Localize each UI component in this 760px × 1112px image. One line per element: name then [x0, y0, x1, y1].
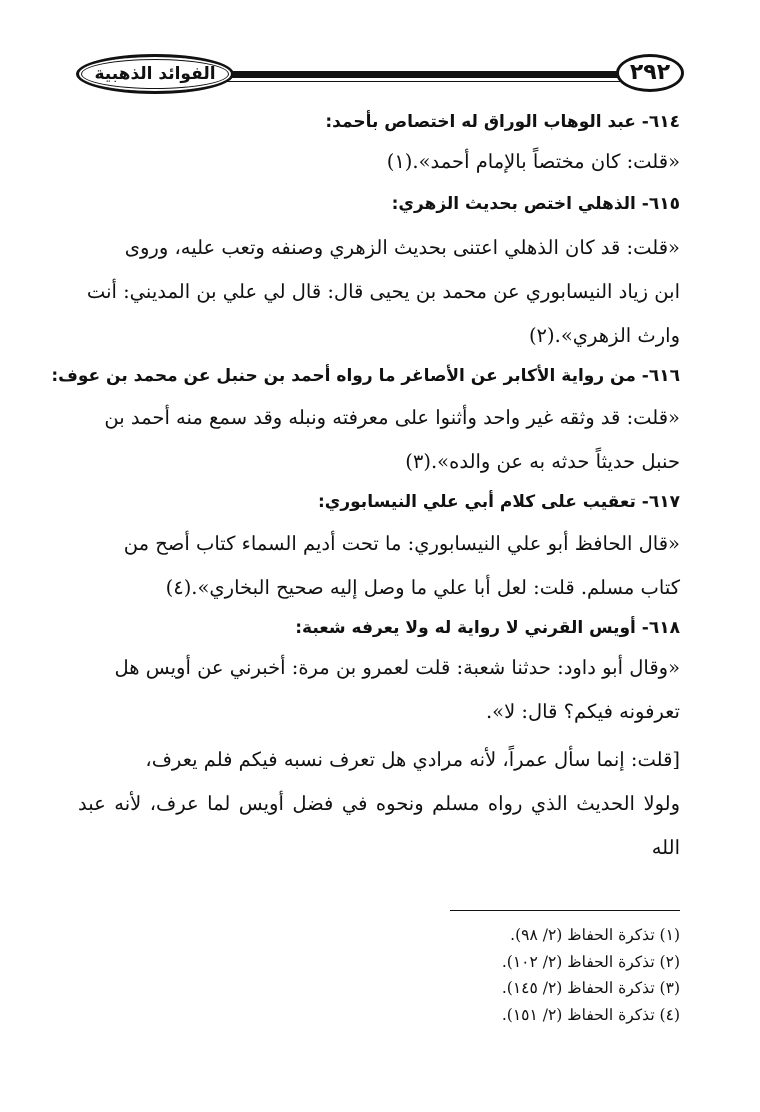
section-heading: ٦١٥- الذهلي اختص بحديث الزهري: [391, 194, 680, 214]
paragraph-line: ولولا الحديث الذي رواه مسلم ونحوه في فضل أويس لما عرف، لأنه عبد الله [78, 792, 680, 859]
section-heading: ٦١٨- أويس القرني لا رواية له ولا يعرفه شعبة: [295, 618, 680, 638]
section-614 [78, 108, 680, 184]
section-heading: ٦١٦- من رواية الأكابر عن الأصاغر ما رواه أحمد بن حنبل عن محمد بن عوف: [51, 366, 680, 386]
page-number: ٢٩٢ [616, 54, 684, 92]
section-617 [78, 488, 680, 610]
paragraph-line: «قال الحافظ أبو علي النيسابوري: ما تحت أديم السماء كتاب أصح من [123, 532, 680, 555]
header-rule-thin [226, 81, 622, 82]
paragraph-line: «قلت: قد كان الذهلي اعتنى بحديث الزهري وصنفه وتعب عليه، وروى [124, 236, 680, 259]
section-heading: ٦١٧- تعقيب على كلام أبي علي النيسابوري: [317, 492, 680, 512]
section-618 [78, 614, 680, 870]
paragraph-line: ابن زياد النيسابوري عن محمد بن يحيى قال: قال لي علي بن المديني: أنت [86, 280, 680, 303]
paragraph-line: [قلت: إنما سأل عمراً، لأنه مرادي هل تعرف نسبه فيكم فلم يعرف، [145, 748, 680, 771]
section-heading: ٦١٤- عبد الوهاب الوراق له اختصاص بأحمد: [325, 112, 680, 132]
footnote-1: (١) تذكرة الحفاظ (٢/ ٩٨). [510, 926, 680, 944]
paragraph-line: حنبل حديثاً حدثه به عن والده».(٣) [405, 450, 680, 473]
paragraph-line: تعرفونه فيكم؟ قال: لا». [485, 700, 680, 723]
paragraph-line: كتاب مسلم. قلت: لعل أبا علي ما وصل إليه صحيح البخاري».(٤) [165, 576, 680, 599]
footnote-4: (٤) تذكرة الحفاظ (٢/ ١٥١). [501, 1005, 680, 1024]
paragraph-line: وارث الزهري».(٢) [528, 324, 680, 347]
section-616 [51, 362, 680, 484]
paragraph-line: «قلت: قد وثقه غير واحد وأثنوا على معرفته ونبله وقد سمع منه أحمد بن [104, 406, 680, 429]
footnote-2: (٢) تذكرة الحفاظ (٢/ ١٠٢). [501, 952, 680, 971]
footnotes-separator [450, 910, 680, 911]
footnotes [80, 922, 680, 1028]
paragraph-line: «قلت: كان مختصاً بالإمام أحمد».(١) [386, 150, 680, 173]
page-header [76, 50, 684, 100]
paragraph-line: «وقال أبو داود: حدثنا شعبة: قلت لعمرو بن مرة: أخبرني عن أويس هل [114, 656, 680, 679]
section-615 [78, 190, 680, 358]
running-title: الفوائد الذهبية [76, 54, 234, 94]
footnote-3: (٣) تذكرة الحفاظ (٢/ ١٤٥). [501, 979, 680, 997]
header-rule [226, 71, 622, 78]
page-body [51, 108, 680, 870]
